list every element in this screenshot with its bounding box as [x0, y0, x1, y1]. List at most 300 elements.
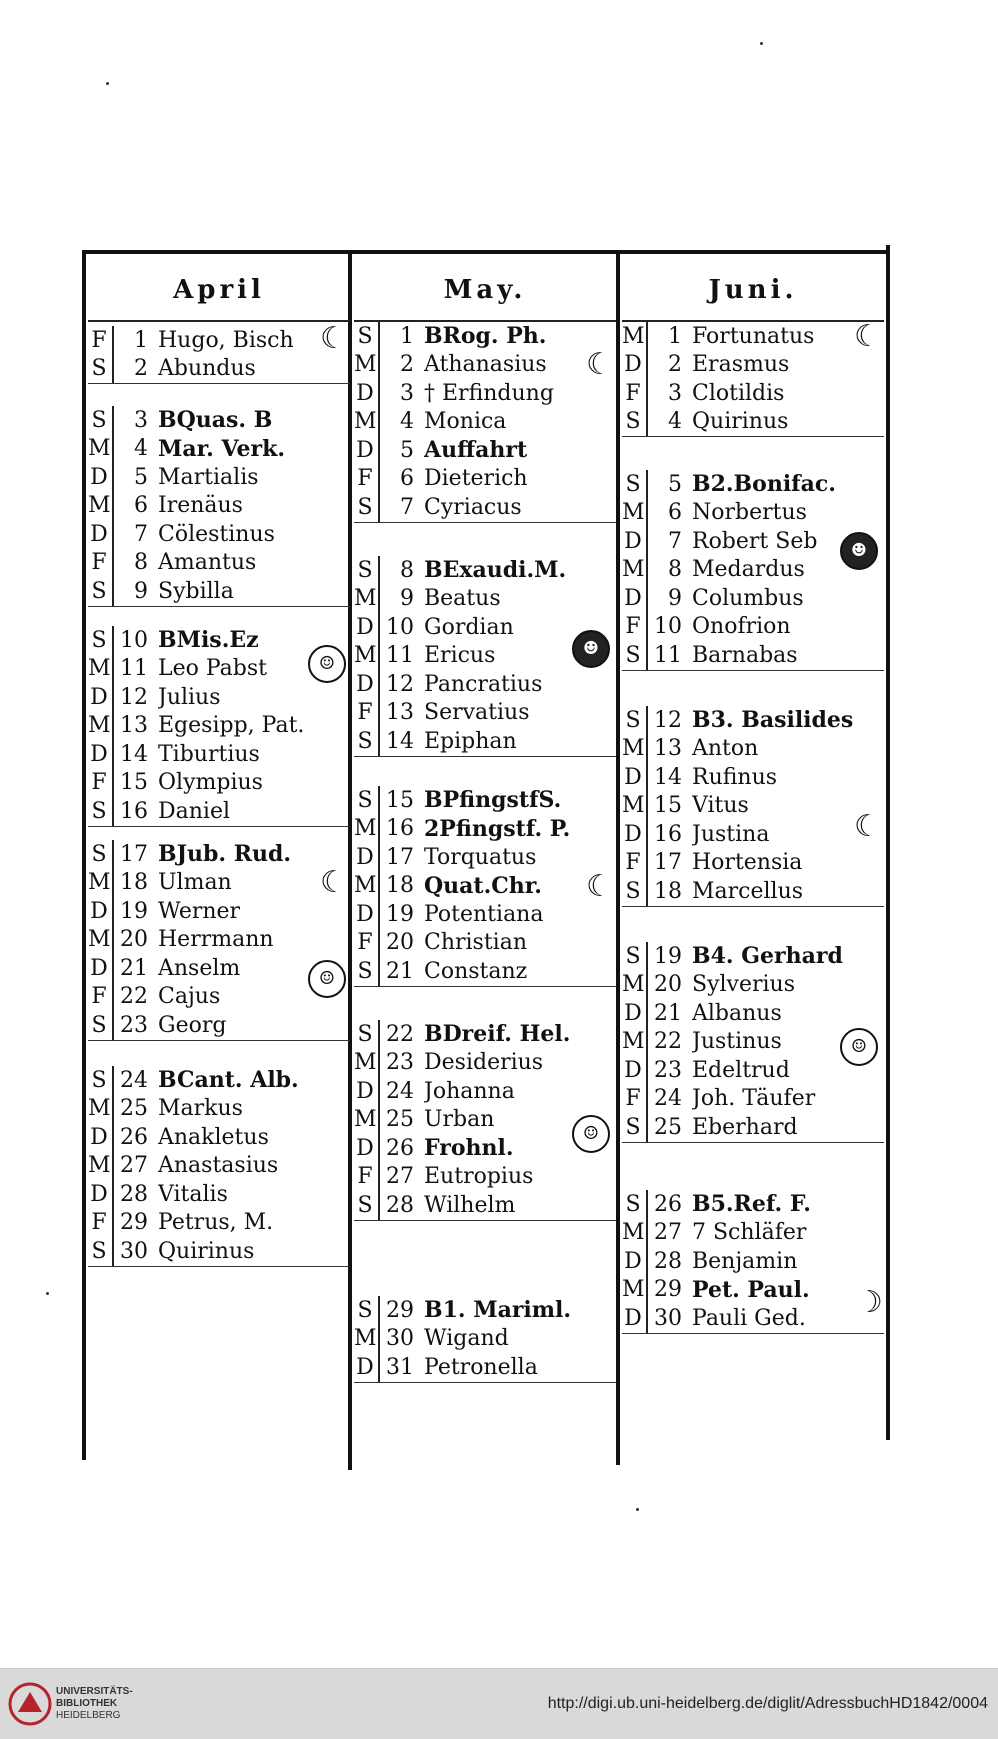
day-number: 18 [654, 878, 682, 904]
row-separator [646, 527, 648, 556]
row-separator [646, 613, 648, 642]
day-row [622, 999, 884, 1028]
saint-name: B4. Gerhard [692, 943, 843, 970]
row-separator [646, 408, 648, 437]
saint-name: Amantus [158, 550, 257, 576]
week-block [622, 470, 884, 671]
row-separator [378, 900, 380, 929]
weekday-letter: D [356, 614, 374, 640]
day-number: 1 [400, 323, 414, 349]
weekday-letter: M [622, 1029, 645, 1055]
day-number: 22 [654, 1029, 682, 1055]
weekday-letter: S [357, 323, 373, 349]
day-row [88, 797, 350, 826]
saint-name: B1. Mariml. [424, 1297, 572, 1324]
saint-name: Auffahrt [424, 437, 528, 464]
day-row [354, 727, 616, 756]
week-block [88, 840, 350, 1041]
row-separator [646, 877, 648, 906]
saint-name: Eberhard [692, 1114, 798, 1140]
day-row [88, 1180, 350, 1209]
day-row [88, 321, 350, 356]
weekday-letter: D [356, 437, 374, 463]
saint-name: Medardus [692, 557, 805, 583]
source-url[interactable]: http://digi.ub.uni-heidelberg.de/diglit/AdressbuchHD1842/0004 [547, 1695, 988, 1712]
row-separator [646, 1085, 648, 1114]
day-number: 9 [134, 578, 148, 604]
saint-name: BPfingstfS. [424, 787, 562, 814]
saint-name: Daniel [158, 798, 231, 824]
day-number: 12 [120, 684, 148, 710]
row-separator [378, 436, 380, 465]
row-separator [112, 983, 114, 1012]
day-row [88, 577, 350, 606]
day-number: 6 [668, 500, 682, 526]
day-row [88, 1123, 350, 1152]
day-row [88, 840, 350, 869]
row-separator [112, 840, 114, 869]
weekday-letter: F [357, 1164, 373, 1190]
weekday-letter: M [354, 1107, 377, 1133]
day-number: 19 [120, 898, 148, 924]
row-separator [112, 769, 114, 798]
saint-name: BJub. Rud. [158, 841, 292, 868]
day-number: 27 [386, 1164, 414, 1190]
day-number: 30 [654, 1305, 682, 1331]
weekday-letter: D [90, 1181, 108, 1207]
row-separator [378, 957, 380, 986]
day-number: 5 [400, 437, 414, 463]
row-separator [112, 1237, 114, 1266]
saint-name: Desiderius [424, 1050, 544, 1076]
weekday-letter: D [356, 380, 374, 406]
weekday-letter: M [354, 409, 377, 435]
saint-name: Justina [692, 821, 770, 847]
day-number: 2 [668, 352, 682, 378]
row-separator [112, 1209, 114, 1238]
day-row [88, 549, 350, 578]
day-number: 8 [668, 557, 682, 583]
day-row [354, 436, 616, 465]
weekday-letter: S [357, 1192, 373, 1218]
weekday-letter: S [357, 557, 373, 583]
weekday-letter: S [357, 728, 373, 754]
day-row [622, 971, 884, 1000]
weekday-letter: S [625, 1191, 641, 1217]
saint-name: Hortensia [692, 850, 803, 876]
row-separator [646, 1056, 648, 1085]
day-number: 7 [668, 528, 682, 554]
weekday-letter: D [624, 1305, 642, 1331]
saint-name: Norbertus [692, 500, 807, 526]
day-row [354, 957, 616, 986]
row-separator [646, 1247, 648, 1276]
saint-name: Cajus [158, 984, 221, 1010]
row-separator [112, 435, 114, 464]
weekday-letter: M [88, 713, 111, 739]
day-row [88, 1011, 350, 1040]
weekday-letter: F [625, 850, 641, 876]
day-row [622, 820, 884, 849]
day-number: 20 [120, 927, 148, 953]
saint-name: Onofrion [692, 614, 791, 640]
weekday-letter: S [91, 841, 107, 867]
row-separator [378, 585, 380, 614]
weekday-letter: S [91, 1012, 107, 1038]
saint-name: Abundus [158, 356, 256, 382]
weekday-letter: D [90, 684, 108, 710]
weekday-letter: D [90, 955, 108, 981]
moon-crescent-icon: ☾ [854, 809, 881, 844]
day-number: 2 [400, 352, 414, 378]
day-row [354, 379, 616, 408]
day-number: 31 [386, 1354, 414, 1380]
moon-face-icon: ☺ [840, 1028, 878, 1066]
day-number: 24 [120, 1067, 148, 1093]
saint-name: Hugo, Bisch [158, 327, 294, 353]
saint-name: Leo Pabst [158, 656, 268, 682]
row-separator [112, 1095, 114, 1124]
weekday-letter: M [622, 736, 645, 762]
day-number: 1 [668, 323, 682, 349]
day-number: 18 [120, 870, 148, 896]
saint-name: Gordian [424, 614, 514, 640]
day-number: 2 [134, 356, 148, 382]
day-number: 10 [120, 627, 148, 653]
saint-name: Barnabas [692, 642, 798, 668]
day-row [354, 347, 616, 382]
row-separator [646, 849, 648, 878]
moon-face-icon: ☺ [308, 645, 346, 683]
day-row [622, 1190, 884, 1219]
saint-name: BRog. Ph. [424, 323, 547, 350]
day-number: 12 [386, 671, 414, 697]
day-number: 21 [120, 955, 148, 981]
day-number: 19 [386, 901, 414, 927]
saint-name: Columbus [692, 585, 804, 611]
library-name-line: HEIDELBERG [56, 1710, 121, 1721]
weekday-letter: M [354, 1050, 377, 1076]
day-row [354, 1163, 616, 1192]
day-row [622, 1219, 884, 1248]
row-separator [646, 706, 648, 735]
day-row [622, 499, 884, 528]
weekday-letter: D [90, 1124, 108, 1150]
week-block [354, 1296, 616, 1383]
weekday-letter: M [622, 793, 645, 819]
row-separator [112, 655, 114, 684]
row-separator [646, 735, 648, 764]
row-separator [378, 670, 380, 699]
moon-crescent-icon: ☾ [854, 319, 881, 354]
saint-name: Benjamin [692, 1248, 798, 1274]
row-separator [646, 763, 648, 792]
day-row [622, 1247, 884, 1276]
weekday-letter: S [357, 1297, 373, 1323]
weekday-letter: D [90, 521, 108, 547]
day-number: 14 [120, 741, 148, 767]
day-number: 29 [386, 1297, 414, 1323]
row-separator [378, 408, 380, 437]
weekday-letter: M [354, 873, 377, 899]
day-number: 21 [654, 1000, 682, 1026]
saint-name: Quirinus [692, 409, 789, 435]
weekday-letter: F [91, 1210, 107, 1236]
row-separator [646, 322, 648, 351]
weekday-letter: M [354, 816, 377, 842]
day-row [622, 942, 884, 971]
day-row [354, 699, 616, 728]
day-row [354, 1049, 616, 1078]
weekday-letter: F [357, 930, 373, 956]
saint-name: Torquatus [424, 844, 537, 870]
weekday-letter: M [622, 557, 645, 583]
weekday-letter: S [91, 1238, 107, 1264]
day-number: 25 [120, 1096, 148, 1122]
row-separator [378, 815, 380, 844]
day-row [622, 1113, 884, 1142]
row-separator [378, 613, 380, 642]
day-row [622, 1085, 884, 1114]
day-row [88, 520, 350, 549]
day-number: 23 [120, 1012, 148, 1038]
row-separator [646, 1028, 648, 1057]
saint-name: Quat.Chr. [424, 872, 542, 899]
day-number: 23 [386, 1050, 414, 1076]
row-separator [378, 1020, 380, 1049]
saint-name: Julius [158, 684, 221, 710]
day-number: 15 [120, 770, 148, 796]
day-number: 6 [134, 493, 148, 519]
day-number: 1 [134, 327, 148, 353]
day-number: 3 [134, 407, 148, 433]
row-separator [112, 326, 114, 355]
saint-name: Sybilla [158, 578, 234, 604]
saint-name: Anselm [158, 955, 241, 981]
weekday-letter: D [356, 901, 374, 927]
weekday-letter: M [622, 972, 645, 998]
row-separator [378, 1296, 380, 1325]
day-number: 5 [668, 471, 682, 497]
saint-name: Martialis [158, 464, 259, 490]
saint-name: Pancratius [424, 671, 543, 697]
saint-name: Vitus [692, 793, 749, 819]
day-row [622, 1304, 884, 1333]
saint-name: Frohnl. [424, 1135, 514, 1162]
weekday-letter: D [356, 844, 374, 870]
row-separator [112, 897, 114, 926]
month-title: Juni. [622, 260, 884, 322]
day-number: 14 [386, 728, 414, 754]
row-separator [112, 492, 114, 521]
saint-name: Mar. Verk. [158, 435, 286, 462]
weekday-letter: S [625, 707, 641, 733]
saint-name: Markus [158, 1096, 243, 1122]
saint-name: BMis.Ez [158, 627, 259, 654]
weekday-letter: S [625, 642, 641, 668]
saint-name: Clotildis [692, 380, 785, 406]
weekday-letter: M [354, 586, 377, 612]
day-number: 19 [654, 943, 682, 969]
row-separator [646, 379, 648, 408]
month-title: May. [354, 260, 616, 322]
saint-name: B5.Ref. F. [692, 1191, 811, 1218]
weekday-letter: S [625, 943, 641, 969]
weekday-letter: D [624, 1248, 642, 1274]
weekday-letter: M [88, 656, 111, 682]
saint-name: Cölestinus [158, 521, 275, 547]
day-row [622, 470, 884, 499]
paper-speck [636, 1508, 639, 1511]
weekday-letter: M [88, 493, 111, 519]
day-number: 26 [386, 1135, 414, 1161]
day-number: 24 [654, 1086, 682, 1112]
day-row [88, 769, 350, 798]
saint-name: Monica [424, 409, 507, 435]
weekday-letter: M [622, 323, 645, 349]
row-separator [112, 797, 114, 826]
saint-name: Joh. Täufer [692, 1086, 816, 1112]
row-separator [646, 470, 648, 499]
row-separator [378, 1353, 380, 1382]
day-row [622, 641, 884, 670]
day-row [354, 1020, 616, 1049]
day-number: 17 [120, 841, 148, 867]
weekday-letter: M [88, 1096, 111, 1122]
weekday-letter: M [88, 1153, 111, 1179]
row-separator [112, 520, 114, 549]
weekday-letter: S [625, 878, 641, 904]
day-row [354, 815, 616, 844]
paper-speck [106, 82, 109, 85]
day-number: 25 [654, 1114, 682, 1140]
row-separator [378, 1106, 380, 1135]
day-number: 8 [134, 550, 148, 576]
day-row [354, 929, 616, 958]
saint-name: Albanus [692, 1000, 782, 1026]
day-row [622, 351, 884, 380]
row-separator [646, 556, 648, 585]
weekday-letter: M [88, 870, 111, 896]
saint-name: Justinus [692, 1029, 782, 1055]
paper-speck [760, 42, 763, 45]
day-row [354, 786, 616, 815]
day-row [88, 355, 350, 384]
row-separator [646, 999, 648, 1028]
day-row [622, 584, 884, 613]
day-row [88, 1152, 350, 1181]
day-row [622, 319, 884, 354]
saint-name: Irenäus [158, 493, 243, 519]
saint-name: Constanz [424, 958, 528, 984]
day-row [88, 1209, 350, 1238]
row-separator [112, 1011, 114, 1040]
row-separator [112, 626, 114, 655]
weekday-letter: S [357, 494, 373, 520]
day-number: 4 [400, 409, 414, 435]
day-number: 8 [400, 557, 414, 583]
day-row [354, 900, 616, 929]
day-number: 11 [120, 656, 148, 682]
day-row [88, 492, 350, 521]
day-row [354, 1077, 616, 1106]
weekday-letter: S [91, 578, 107, 604]
row-separator [646, 942, 648, 971]
column-rule [616, 250, 620, 1465]
weekday-letter: D [624, 821, 642, 847]
weekday-letter: D [356, 1078, 374, 1104]
saint-name: Pauli Ged. [692, 1305, 806, 1331]
moon-face-icon: ☻ [572, 630, 610, 668]
saint-name: BCant. Alb. [158, 1067, 299, 1094]
day-row [622, 763, 884, 792]
day-number: 20 [654, 972, 682, 998]
weekday-letter: M [88, 436, 111, 462]
day-number: 20 [386, 930, 414, 956]
day-number: 10 [386, 614, 414, 640]
weekday-letter: M [354, 352, 377, 378]
weekday-letter: D [90, 741, 108, 767]
weekday-letter: S [625, 471, 641, 497]
row-separator [646, 1113, 648, 1142]
day-number: 28 [386, 1192, 414, 1218]
row-separator [378, 322, 380, 351]
weekday-letter: F [357, 466, 373, 492]
weekday-letter: F [625, 1086, 641, 1112]
saint-name: BDreif. Hel. [424, 1021, 571, 1048]
saint-name: Tiburtius [158, 741, 260, 767]
day-number: 13 [654, 736, 682, 762]
weekday-letter: S [91, 1067, 107, 1093]
row-separator [112, 740, 114, 769]
saint-name: Beatus [424, 586, 501, 612]
day-number: 9 [668, 585, 682, 611]
saint-name: 7 Schläfer [692, 1220, 807, 1246]
day-row [354, 1353, 616, 1382]
left-rule [82, 250, 86, 1460]
weekday-letter: M [354, 1326, 377, 1352]
row-separator [646, 971, 648, 1000]
weekday-letter: S [357, 958, 373, 984]
saint-name: Egesipp, Pat. [158, 713, 305, 739]
day-row [622, 706, 884, 735]
saint-name: B3. Basilides [692, 707, 854, 734]
day-number: 4 [134, 436, 148, 462]
weekday-letter: D [624, 352, 642, 378]
row-separator [378, 465, 380, 494]
day-number: 16 [120, 798, 148, 824]
row-separator [646, 499, 648, 528]
weekday-letter: F [357, 700, 373, 726]
day-number: 16 [386, 816, 414, 842]
saint-name: Wigand [424, 1326, 509, 1352]
weekday-letter: M [88, 927, 111, 953]
saint-name: Robert Seb [692, 528, 818, 554]
day-number: 11 [386, 643, 414, 669]
row-separator [378, 1163, 380, 1192]
library-name [56, 1686, 133, 1722]
row-separator [112, 1123, 114, 1152]
moon-crescent-icon: ☾ [586, 869, 613, 904]
row-separator [112, 1180, 114, 1209]
saint-name: Potentiana [424, 901, 544, 927]
row-separator [112, 355, 114, 384]
day-number: 18 [386, 873, 414, 899]
row-separator [646, 351, 648, 380]
day-number: 7 [400, 494, 414, 520]
week-block [88, 1066, 350, 1267]
day-number: 13 [120, 713, 148, 739]
